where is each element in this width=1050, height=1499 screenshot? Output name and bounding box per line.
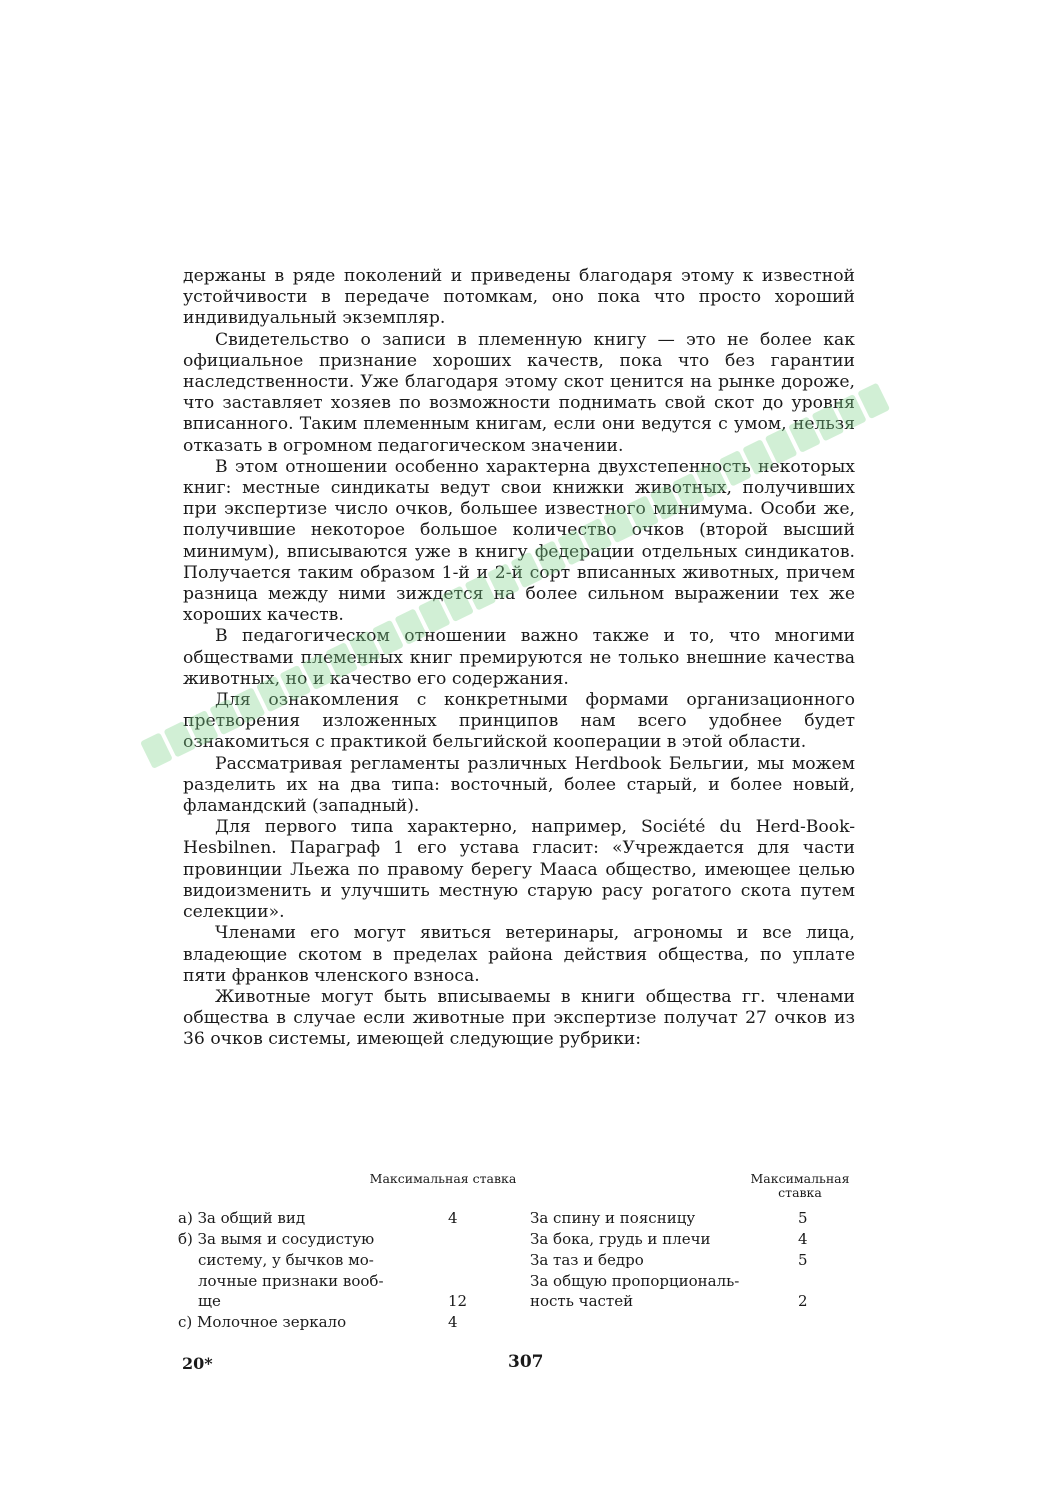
row-label: За спину и поясницу bbox=[530, 1209, 696, 1227]
paragraph: Свидетельство о записи в племенную книгу — это не более как официальное признание хороших качеств, пока что без гарантии наследственности. Уже благодаря этому скот ценится на рынке дороже, что заставляет хозяев по возможности поднимать свой скот до уровня вписанного. Таким племенным книгам, если они ведутся с умом, нельзя отказать в огромном педагогическом значении. bbox=[183, 329, 855, 456]
page-number: 307 bbox=[508, 1352, 544, 1372]
column-header: Максимальная ставка bbox=[750, 1171, 850, 1200]
row-value: 12 bbox=[448, 1292, 468, 1310]
row-label-cont: лочные признаки вооб- bbox=[198, 1272, 384, 1290]
row-label: За таз и бедро bbox=[530, 1251, 644, 1269]
row-label: с) Молочное зеркало bbox=[178, 1313, 347, 1331]
row-label: За бока, грудь и плечи bbox=[530, 1230, 711, 1248]
paragraph: В педагогическом отношении важно также и то, что многими обществами племенных книг премируются не только внешние качества животных, но и качество его содержания. bbox=[183, 626, 855, 689]
row-value: 5 bbox=[798, 1251, 808, 1269]
row-value: 2 bbox=[798, 1292, 808, 1310]
row-label-cont: ность частей bbox=[530, 1292, 634, 1310]
paragraph: Животные могут быть вписываемы в книги общества гг. членами общества в случае если животные при экспертизе получат 27 очков из 36 очков системы, имеющей следующие рубрики: bbox=[183, 986, 855, 1050]
column-header: Максимальная ставка bbox=[369, 1171, 517, 1186]
paragraph: Членами его могут явиться ветеринары, агрономы и все лица, владеющие скотом в пределах района действия общества, по уплате пяти франков членского взноса. bbox=[183, 923, 855, 986]
row-label: б) За вымя и сосудистую bbox=[178, 1230, 375, 1248]
row-label-cont: ще bbox=[198, 1292, 221, 1310]
paragraph: В этом отношении особенно характерна двухстепенность некоторых книг: местные синдикаты ведут свои книжки животных, получивших при экспертизе число очков, большее известного минимума. Особи же, получившие некоторое большое количество очков (второй высший минимум), вписываются уже в книгу федерации отдельных синдикатов. Получается таким образом 1-й и 2-й сорт вписанных животных, причем разница между ними зиждется на более сильном выражении тех же хороших качеств. bbox=[183, 456, 855, 626]
paragraph: держаны в ряде поколений и приведены благодаря этому к известной устойчивости в передаче потомкам, оно пока что просто хороший индивидуальный экземпляр. bbox=[183, 266, 855, 329]
row-value: 4 bbox=[798, 1230, 808, 1248]
body-text bbox=[183, 266, 855, 1051]
signature-mark: 20* bbox=[182, 1354, 213, 1373]
row-value: 4 bbox=[448, 1209, 458, 1227]
paragraph: Для первого типа характерно, например, Société du Herd-Book-Hesbilnen. Параграф 1 его устава гласит: «Учреждается для части провинции Льежа по правому берегу Мааса общество, имеющее целью видоизменить и улучшить местную старую расу рогатого скота путем селекции». bbox=[183, 817, 855, 923]
row-label-cont: систему, у бычков мо- bbox=[198, 1251, 374, 1269]
paragraph: Для ознакомления с конкретными формами организационного претворения изложенных принципов нам всего удобнее будет ознакомиться с практикой бельгийской кооперации в этой области. bbox=[183, 690, 855, 753]
paragraph: Рассматривая регламенты различных Herdbook Бельгии, мы можем разделить их на два типа: восточный, более старый, и более новый, фламандский (западный). bbox=[183, 753, 855, 817]
row-value: 5 bbox=[798, 1209, 808, 1227]
row-value: 4 bbox=[448, 1313, 458, 1331]
row-label: За общую пропорциональ- bbox=[530, 1272, 740, 1290]
row-label: а) За общий вид bbox=[178, 1209, 306, 1227]
